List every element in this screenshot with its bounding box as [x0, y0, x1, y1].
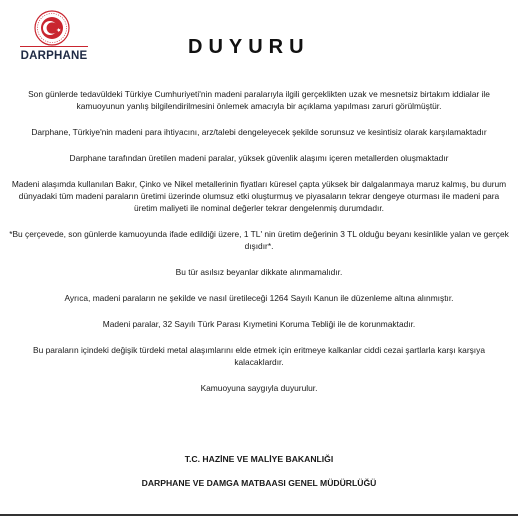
bottom-divider: [0, 514, 518, 516]
crescent-star-emblem-icon: [34, 10, 70, 46]
paragraph: Kamuoyuna saygıyla duyurulur.: [200, 383, 318, 393]
paragraph: Madeni paralar, 32 Sayılı Türk Parası Kıymetini Koruma Tebliği ile de korunmaktadır.: [102, 319, 416, 329]
paragraph: *Bu çerçevede, son günlerde kamuoyunda ifade edildiği üzere, 1 TL' nin üretim değerinin 3 TL olduğu beyanı kesinlikle yalan ve gerçek dışıdır*.: [9, 229, 509, 251]
header: [0, 0, 518, 80]
paragraph: Darphane, Türkiye'nin madeni para ihtiyacını, arz/talebi dengeleyecek şekilde sorunsuz ve kesintisiz olarak karşılamaktadır: [31, 127, 487, 137]
paragraph: Son günlerde tedavüldeki Türkiye Cumhuriyeti'nin madeni paralarıyla ilgili gerçeklikten uzak ve mesnetsiz birtakım iddialar ile kamuoyunun yanlış bilgilendirilmesini önlemek amacıyla bir açıklama yapılması zaruri görülmüştür.: [28, 89, 490, 111]
ministry-signature: T.C. HAZİNE VE MALİYE BAKANLIĞI: [184, 454, 334, 464]
announcement-body: [8, 88, 510, 408]
paragraph: Bu tür asılsız beyanlar dikkate alınmamalıdır.: [175, 267, 343, 277]
paragraph: Ayrıca, madeni paraların ne şekilde ve nasıl üretileceği 1264 Sayılı Kanun ile düzenleme altına alınmıştır.: [64, 293, 454, 303]
darphane-logo: [14, 8, 94, 70]
logo-text: DARPHANE: [20, 50, 88, 62]
paragraph: Bu paraların içindeki değişik türdeki metal alaşımlarını elde etmek için eritmeye kalkanlar ciddi cezai şartlarla karşı karşıya kalacaklardır.: [33, 345, 485, 367]
logo-divider: [20, 46, 88, 47]
paragraph: Madeni alaşımda kullanılan Bakır, Çinko ve Nikel metallerinin fiyatları küresel çapta yüksek bir dalgalanmaya maruz kalmış, bu durum dünyadaki tüm madeni paraların üretimi üzerinde olumsuz etki oluşturmuş ve piyasaların tekrar dengeye oturması ile madeni para üretim maliyeti ile nominal değerler tekrar dengelenmiş durumdadır.: [11, 179, 507, 213]
paragraph: Darphane tarafından üretilen madeni paralar, yüksek güvenlik alaşımı içeren metallerden oluşmaktadır: [69, 153, 449, 163]
page-title: DUYURU: [188, 36, 310, 58]
directorate-signature: DARPHANE VE DAMGA MATBAASI GENEL MÜDÜRLÜĞÜ: [141, 478, 377, 488]
